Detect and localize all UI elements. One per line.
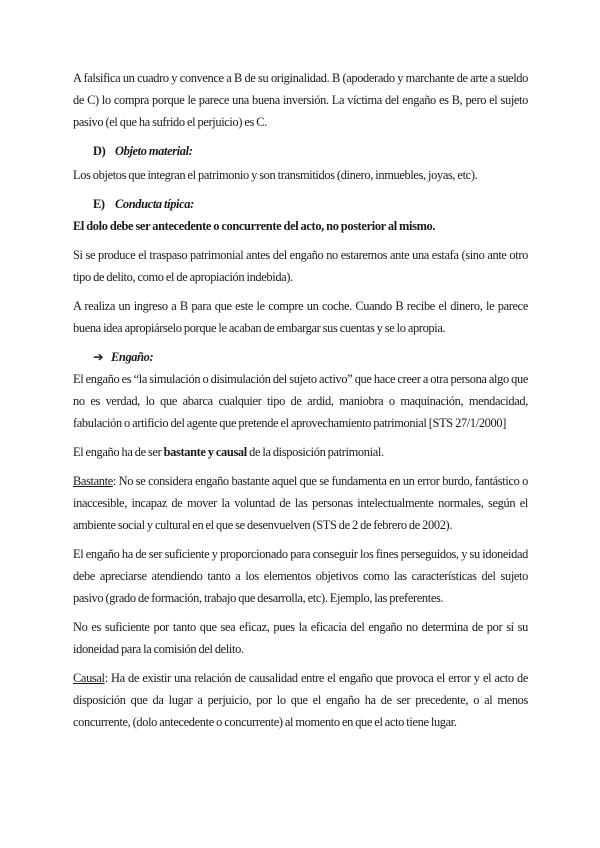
bold-statement-dolo: El dolo debe ser antecedente o concurrente del acto, no posterior al mismo. (73, 219, 436, 233)
document-body (73, 67, 528, 733)
section-letter: D) (93, 144, 106, 158)
bold-term: bastante y causal (163, 445, 247, 459)
paragraph-traspaso-patrimonial: Si se produce el traspaso patrimonial antes del engaño no estaremos ante una estafa (sino ante otro tipo de delito, como el de apropiación indebida). (73, 248, 528, 284)
paragraph-eficacia: No es suficiente por tanto que sea eficaz, pues la eficacia del engaño no determina de por sí su idoneidad para la comisión del delito. (73, 620, 528, 656)
section-title: Conducta típica: (115, 197, 194, 211)
paragraph-example-ingreso: A realiza un ingreso a B para que este le compre un coche. Cuando B recibe el dinero, le parece buena idea apropiárselo porque le acaban de embargar sus cuentas y se lo apropia. (73, 299, 528, 335)
paragraph-suficiente-proporcionado: El engaño ha de ser suficiente y proporcionado para conseguir los fines perseguidos, y su idoneidad debe apreciarse atendiendo tanto a los elementos objetivos como las características del sujeto pasivo (grado de formación, trabajo que desarrolla, etc). Ejemplo, las preferentes. (73, 547, 528, 605)
term-causal: Causal (73, 671, 105, 685)
section-title: Objeto material: (115, 144, 193, 158)
text-run: El engaño ha de ser (73, 445, 164, 459)
paragraph-causal (73, 667, 528, 733)
section-letter: E) (93, 197, 105, 211)
text-run: de la disposición patrimonial. (246, 445, 384, 459)
term-bastante: Bastante (73, 474, 113, 488)
paragraph-definicion-engano: El engaño es “la simulación o disimulación del sujeto activo” que hace creer a otra persona algo que no es verdad, lo que abarca cualquier tipo de ardid, maniobra o maquinación, mendacidad, fabulación o artificio del agente que pretende el aprovechamiento patrimonial [STS 27/1/2000] (73, 372, 528, 430)
section-heading-objeto-material (93, 140, 528, 162)
arrow-right-icon: ➔ (93, 350, 104, 364)
text-run: : No se considera engaño bastante aquel que se fundamenta en un error burdo, fantástico o inaccesible, incapaz de mover la voluntad de las personas intelectualmente normales, según el ambiente social y cultural en el que se desenvuelven (STS de 2 de febrero de 2002). (73, 474, 528, 532)
paragraph-example-falsifica: A falsifica un cuadro y convence a B de su originalidad. B (apoderado y marchante de arte a sueldo de C) lo compra porque le parece una buena inversión. La víctima del engaño es B, pero el sujeto pasivo (el que ha sufrido el perjuicio) es C. (73, 71, 528, 129)
paragraph-bastante (73, 470, 528, 536)
text-run: : Ha de existir una relación de causalidad entre el engaño que provoca el error y el acto de disposición que da lugar a perjuicio, por lo que el engaño ha de ser precedente, o al menos concurrente, (dolo antecedente o concurrente) al momento en que el acto tiene lugar. (73, 671, 528, 729)
section-heading-conducta-tipica (93, 193, 528, 215)
subheading-title: Engaño: (111, 350, 154, 364)
paragraph-objeto-material: Los objetos que integran el patrimonio y son transmitidos (dinero, inmuebles, joyas, etc). (73, 168, 478, 182)
subheading-engano (93, 346, 528, 368)
paragraph-engano-bastante-causal (73, 441, 528, 463)
